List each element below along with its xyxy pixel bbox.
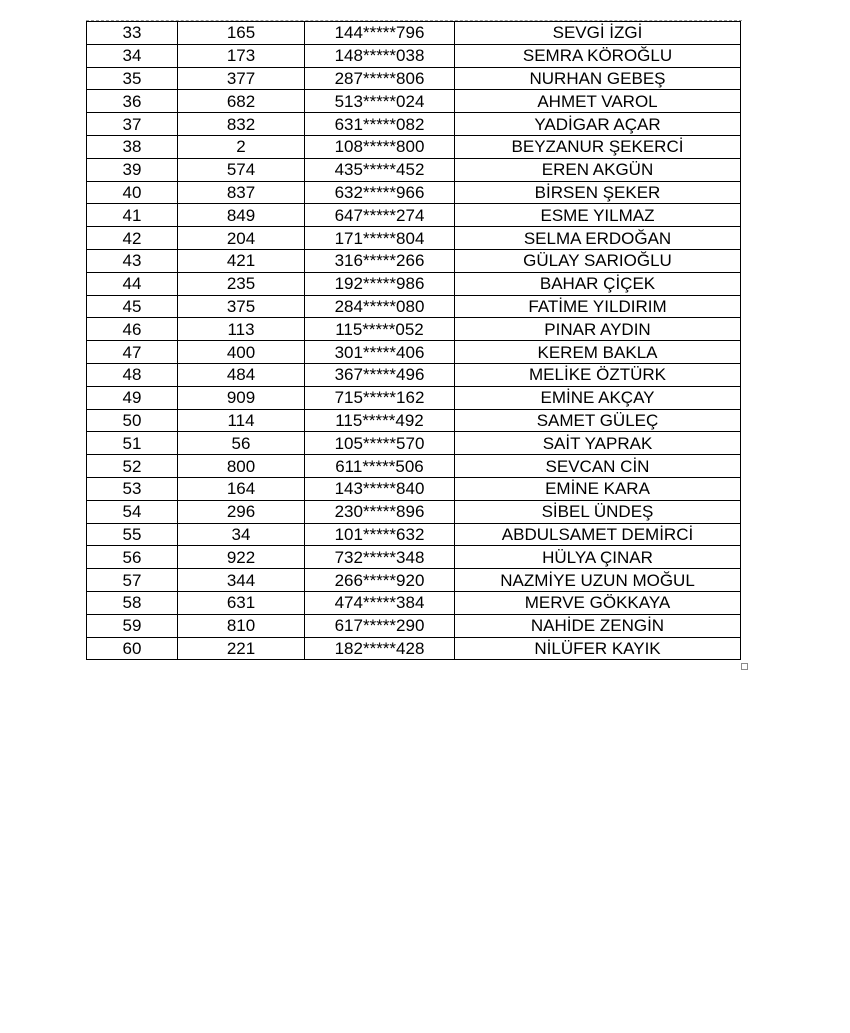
table-row xyxy=(87,409,741,432)
table-row xyxy=(87,341,741,364)
table-resize-handle[interactable] xyxy=(741,663,748,670)
table-row xyxy=(87,455,741,478)
table-row xyxy=(87,363,741,386)
score-cell: 849 xyxy=(178,204,305,227)
table-row xyxy=(87,569,741,592)
table-row xyxy=(87,204,741,227)
masked-id-cell: 148*****038 xyxy=(305,44,455,67)
row-number-cell: 52 xyxy=(87,455,178,478)
masked-id-cell: 182*****428 xyxy=(305,637,455,660)
document-table-container xyxy=(86,21,741,660)
masked-id-cell: 101*****632 xyxy=(305,523,455,546)
masked-id-cell: 631*****082 xyxy=(305,113,455,136)
full-name-cell: SİBEL ÜNDEŞ xyxy=(455,500,741,523)
full-name-cell: SAİT YAPRAK xyxy=(455,432,741,455)
masked-id-cell: 367*****496 xyxy=(305,363,455,386)
row-number-cell: 47 xyxy=(87,341,178,364)
row-number-cell: 33 xyxy=(87,22,178,45)
table-row xyxy=(87,477,741,500)
masked-id-cell: 611*****506 xyxy=(305,455,455,478)
score-cell: 400 xyxy=(178,341,305,364)
full-name-cell: FATİME YILDIRIM xyxy=(455,295,741,318)
score-cell: 113 xyxy=(178,318,305,341)
table-row xyxy=(87,272,741,295)
row-number-cell: 51 xyxy=(87,432,178,455)
masked-id-cell: 435*****452 xyxy=(305,158,455,181)
table-row xyxy=(87,249,741,272)
row-number-cell: 41 xyxy=(87,204,178,227)
row-number-cell: 48 xyxy=(87,363,178,386)
score-cell: 114 xyxy=(178,409,305,432)
score-cell: 235 xyxy=(178,272,305,295)
score-cell: 344 xyxy=(178,569,305,592)
score-cell: 164 xyxy=(178,477,305,500)
full-name-cell: NURHAN GEBEŞ xyxy=(455,67,741,90)
row-number-cell: 43 xyxy=(87,249,178,272)
row-number-cell: 42 xyxy=(87,227,178,250)
score-cell: 377 xyxy=(178,67,305,90)
score-cell: 204 xyxy=(178,227,305,250)
masked-id-cell: 230*****896 xyxy=(305,500,455,523)
results-table xyxy=(86,21,741,660)
row-number-cell: 35 xyxy=(87,67,178,90)
full-name-cell: SAMET GÜLEÇ xyxy=(455,409,741,432)
table-row xyxy=(87,386,741,409)
full-name-cell: SELMA ERDOĞAN xyxy=(455,227,741,250)
masked-id-cell: 266*****920 xyxy=(305,569,455,592)
masked-id-cell: 144*****796 xyxy=(305,22,455,45)
table-row xyxy=(87,67,741,90)
score-cell: 375 xyxy=(178,295,305,318)
masked-id-cell: 732*****348 xyxy=(305,546,455,569)
score-cell: 631 xyxy=(178,591,305,614)
table-row xyxy=(87,318,741,341)
full-name-cell: KEREM BAKLA xyxy=(455,341,741,364)
score-cell: 173 xyxy=(178,44,305,67)
row-number-cell: 46 xyxy=(87,318,178,341)
full-name-cell: EMİNE KARA xyxy=(455,477,741,500)
row-number-cell: 38 xyxy=(87,135,178,158)
table-row xyxy=(87,637,741,660)
table-row xyxy=(87,113,741,136)
row-number-cell: 39 xyxy=(87,158,178,181)
full-name-cell: SEMRA KÖROĞLU xyxy=(455,44,741,67)
row-number-cell: 40 xyxy=(87,181,178,204)
row-number-cell: 57 xyxy=(87,569,178,592)
masked-id-cell: 513*****024 xyxy=(305,90,455,113)
row-number-cell: 50 xyxy=(87,409,178,432)
table-row xyxy=(87,546,741,569)
row-number-cell: 53 xyxy=(87,477,178,500)
score-cell: 421 xyxy=(178,249,305,272)
full-name-cell: BİRSEN ŞEKER xyxy=(455,181,741,204)
score-cell: 484 xyxy=(178,363,305,386)
masked-id-cell: 171*****804 xyxy=(305,227,455,250)
score-cell: 574 xyxy=(178,158,305,181)
row-number-cell: 58 xyxy=(87,591,178,614)
masked-id-cell: 192*****986 xyxy=(305,272,455,295)
table-body xyxy=(87,22,741,660)
full-name-cell: PINAR AYDIN xyxy=(455,318,741,341)
row-number-cell: 59 xyxy=(87,614,178,637)
full-name-cell: BEYZANUR ŞEKERCİ xyxy=(455,135,741,158)
masked-id-cell: 316*****266 xyxy=(305,249,455,272)
score-cell: 810 xyxy=(178,614,305,637)
masked-id-cell: 474*****384 xyxy=(305,591,455,614)
table-row xyxy=(87,227,741,250)
table-row xyxy=(87,295,741,318)
row-number-cell: 36 xyxy=(87,90,178,113)
row-number-cell: 54 xyxy=(87,500,178,523)
score-cell: 682 xyxy=(178,90,305,113)
full-name-cell: SEVCAN CİN xyxy=(455,455,741,478)
full-name-cell: NAZMİYE UZUN MOĞUL xyxy=(455,569,741,592)
full-name-cell: NİLÜFER KAYIK xyxy=(455,637,741,660)
masked-id-cell: 143*****840 xyxy=(305,477,455,500)
row-number-cell: 49 xyxy=(87,386,178,409)
table-row xyxy=(87,158,741,181)
full-name-cell: YADİGAR AÇAR xyxy=(455,113,741,136)
masked-id-cell: 284*****080 xyxy=(305,295,455,318)
masked-id-cell: 105*****570 xyxy=(305,432,455,455)
row-number-cell: 56 xyxy=(87,546,178,569)
row-number-cell: 55 xyxy=(87,523,178,546)
table-row xyxy=(87,44,741,67)
score-cell: 832 xyxy=(178,113,305,136)
full-name-cell: MERVE GÖKKAYA xyxy=(455,591,741,614)
row-number-cell: 34 xyxy=(87,44,178,67)
full-name-cell: GÜLAY SARIOĞLU xyxy=(455,249,741,272)
masked-id-cell: 617*****290 xyxy=(305,614,455,637)
score-cell: 800 xyxy=(178,455,305,478)
score-cell: 296 xyxy=(178,500,305,523)
table-row xyxy=(87,432,741,455)
score-cell: 34 xyxy=(178,523,305,546)
table-row xyxy=(87,135,741,158)
full-name-cell: SEVGİ İZGİ xyxy=(455,22,741,45)
masked-id-cell: 108*****800 xyxy=(305,135,455,158)
full-name-cell: EMİNE AKÇAY xyxy=(455,386,741,409)
score-cell: 221 xyxy=(178,637,305,660)
table-row xyxy=(87,90,741,113)
full-name-cell: ESME YILMAZ xyxy=(455,204,741,227)
table-row xyxy=(87,181,741,204)
masked-id-cell: 632*****966 xyxy=(305,181,455,204)
table-row xyxy=(87,500,741,523)
full-name-cell: AHMET VAROL xyxy=(455,90,741,113)
masked-id-cell: 115*****492 xyxy=(305,409,455,432)
masked-id-cell: 647*****274 xyxy=(305,204,455,227)
masked-id-cell: 115*****052 xyxy=(305,318,455,341)
row-number-cell: 37 xyxy=(87,113,178,136)
table-row xyxy=(87,614,741,637)
full-name-cell: HÜLYA ÇINAR xyxy=(455,546,741,569)
score-cell: 165 xyxy=(178,22,305,45)
masked-id-cell: 715*****162 xyxy=(305,386,455,409)
row-number-cell: 45 xyxy=(87,295,178,318)
row-number-cell: 60 xyxy=(87,637,178,660)
full-name-cell: BAHAR ÇİÇEK xyxy=(455,272,741,295)
score-cell: 56 xyxy=(178,432,305,455)
score-cell: 837 xyxy=(178,181,305,204)
full-name-cell: NAHİDE ZENGİN xyxy=(455,614,741,637)
masked-id-cell: 301*****406 xyxy=(305,341,455,364)
table-row xyxy=(87,22,741,45)
table-row xyxy=(87,523,741,546)
score-cell: 922 xyxy=(178,546,305,569)
masked-id-cell: 287*****806 xyxy=(305,67,455,90)
full-name-cell: ABDULSAMET DEMİRCİ xyxy=(455,523,741,546)
score-cell: 2 xyxy=(178,135,305,158)
full-name-cell: EREN AKGÜN xyxy=(455,158,741,181)
full-name-cell: MELİKE ÖZTÜRK xyxy=(455,363,741,386)
row-number-cell: 44 xyxy=(87,272,178,295)
table-row xyxy=(87,591,741,614)
score-cell: 909 xyxy=(178,386,305,409)
